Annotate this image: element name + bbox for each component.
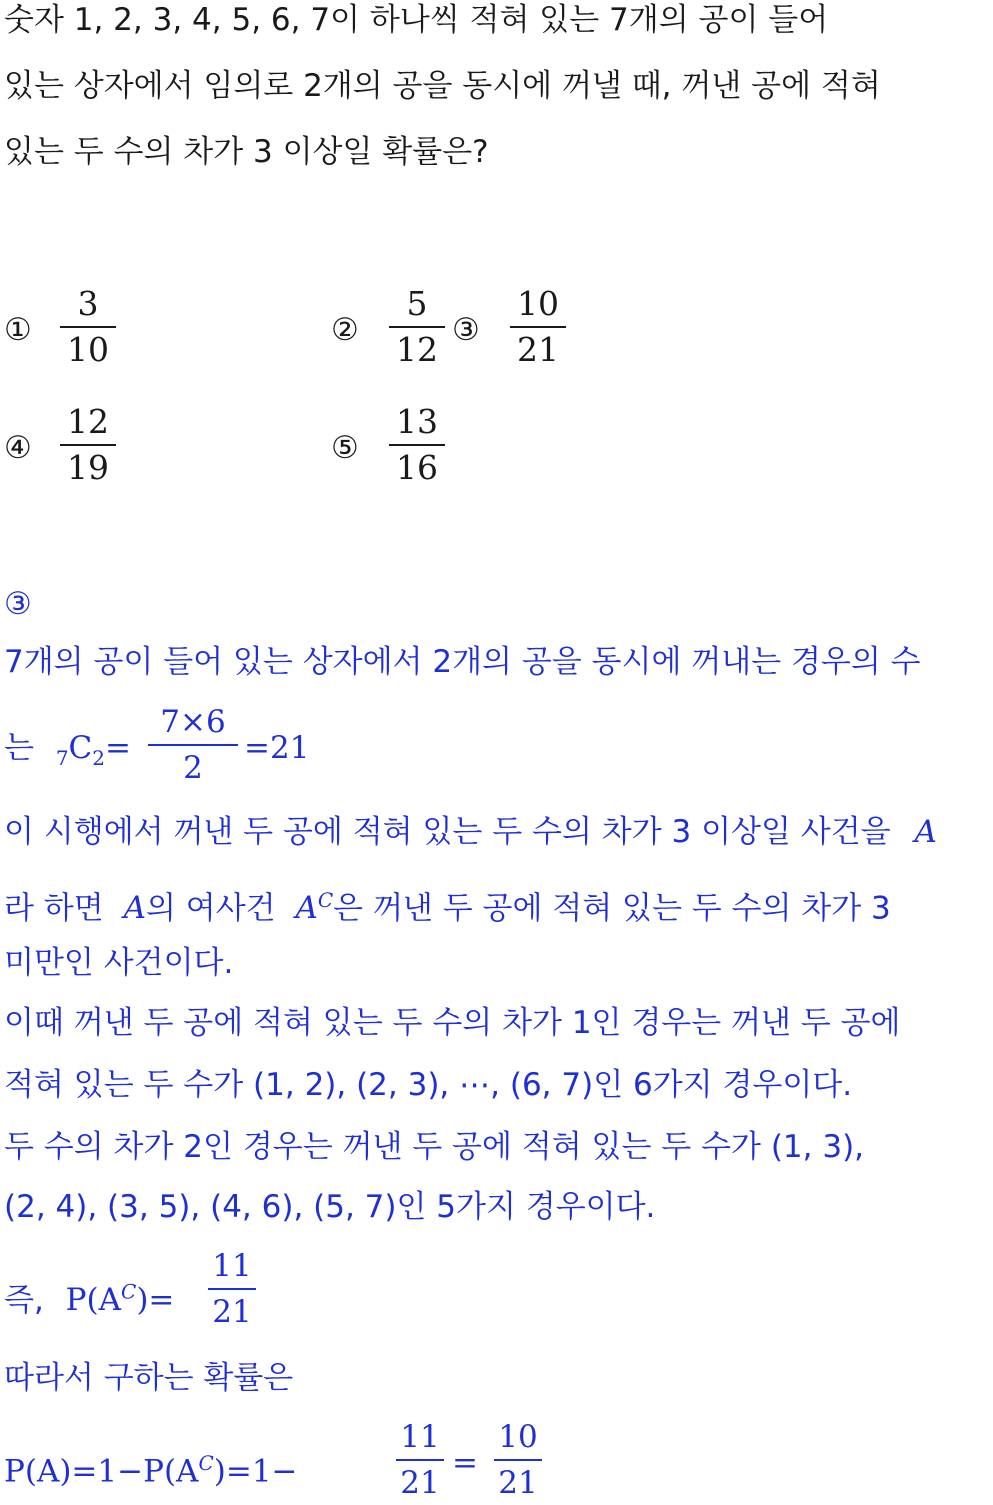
combination-result: =21 [244,730,310,766]
fraction-numerator: 7×6 [160,704,226,740]
solution-text: 은 꺼낸 두 공에 적혀 있는 두 수의 차가 3 [333,890,891,927]
event-variable: A [123,890,146,927]
choice-5-mark[interactable]: ⑤ [331,430,359,466]
question-line-3: 있는 두 수의 차가 3 이상일 확률은? [4,134,489,170]
final-expr: P(A)=1−P(A [4,1453,199,1490]
choice-2-denominator: 12 [396,330,438,369]
probability-expression [66,1282,175,1318]
choice-5-denominator: 16 [396,448,438,487]
solution-line-3 [4,812,937,852]
prob-expr: P(A [65,1282,122,1319]
fraction-denominator: 21 [212,1294,252,1330]
choice-2-fraction[interactable] [389,282,445,372]
solution-line-5: 미만인 사건이다. [4,945,234,981]
choice-4-numerator: 12 [67,402,109,441]
answer-mark: ③ [4,586,32,622]
choice-4-denominator: 19 [67,448,109,487]
final-fraction-1 [396,1415,444,1505]
complement-fraction [208,1244,256,1334]
choice-1-denominator: 10 [67,330,109,369]
solution-text: 즉, [4,1282,44,1319]
comb-n: 7 [55,746,69,771]
combination-fraction [148,700,238,790]
choice-1-fraction[interactable] [60,282,116,372]
solution-text: 는 [4,730,34,766]
solution-line-11: 따라서 구하는 확률은 [4,1360,294,1396]
comb-c: C [68,730,93,766]
choice-3-denominator: 21 [517,330,559,369]
final-equals: = [452,1445,478,1481]
fraction-denominator: 2 [183,750,203,786]
choice-3-mark[interactable]: ③ [452,312,480,348]
question-line-1: 숫자 1, 2, 3, 4, 5, 6, 7이 하나씩 적혀 있는 7개의 공이 들어 [4,2,829,38]
complement-superscript: C [198,1451,214,1475]
solution-line-9: (2, 4), (3, 5), (4, 6), (5, 7)인 5가지 경우이다. [4,1189,656,1225]
event-variable: A [914,814,937,850]
choice-4-fraction[interactable] [60,400,116,490]
complement-superscript: C [317,888,334,912]
equals-sign: = [105,730,131,766]
choice-5-fraction[interactable] [389,400,445,490]
solution-text: 라 하면 [4,890,104,927]
fraction-numerator: 11 [400,1419,440,1455]
solution-line-6: 이때 꺼낸 두 공에 적혀 있는 두 수의 차가 1인 경우는 꺼낸 두 공에 [4,1005,901,1041]
choice-1-mark[interactable]: ① [4,312,32,348]
solution-text: 의 여사건 [145,890,276,927]
final-fraction-2 [494,1415,542,1505]
combination-expression [55,730,131,771]
choice-3-numerator: 10 [517,284,559,323]
solution-line-10 [4,1272,174,1320]
fraction-denominator: 21 [400,1465,440,1501]
solution-text: 이 시행에서 꺼낸 두 공에 적혀 있는 두 수의 차가 3 이상일 사건을 [4,814,891,850]
prob-close: )= [136,1282,175,1319]
solution-line-2 [4,728,131,778]
complement-superscript: C [121,1280,137,1304]
choice-1-numerator: 3 [77,284,99,323]
comb-r: 2 [92,746,106,771]
solution-line-4 [4,880,891,928]
choice-4-mark[interactable]: ④ [4,430,32,466]
choice-3-fraction[interactable] [510,282,566,372]
solution-line-8: 두 수의 차가 2인 경우는 꺼낸 두 공에 적혀 있는 두 수가 (1, 3), [4,1129,865,1165]
choice-5-numerator: 13 [396,402,438,441]
fraction-numerator: 11 [212,1248,252,1284]
solution-line-1: 7개의 공이 들어 있는 상자에서 2개의 공을 동시에 꺼내는 경우의 수 [4,644,921,680]
choice-2-numerator: 5 [406,284,428,323]
final-expression [4,1443,298,1491]
solution-line-7: 적혀 있는 두 수가 (1, 2), (2, 3), ⋯, (6, 7)인 6가지 경우이다. [4,1067,853,1103]
question-line-2: 있는 상자에서 임의로 2개의 공을 동시에 꺼낼 때, 꺼낸 공에 적혀 [4,68,881,104]
complement-variable: A [295,890,318,927]
fraction-denominator: 21 [498,1465,538,1501]
fraction-numerator: 10 [498,1419,538,1455]
final-close: )=1− [213,1453,298,1490]
choice-2-mark[interactable]: ② [331,312,359,348]
